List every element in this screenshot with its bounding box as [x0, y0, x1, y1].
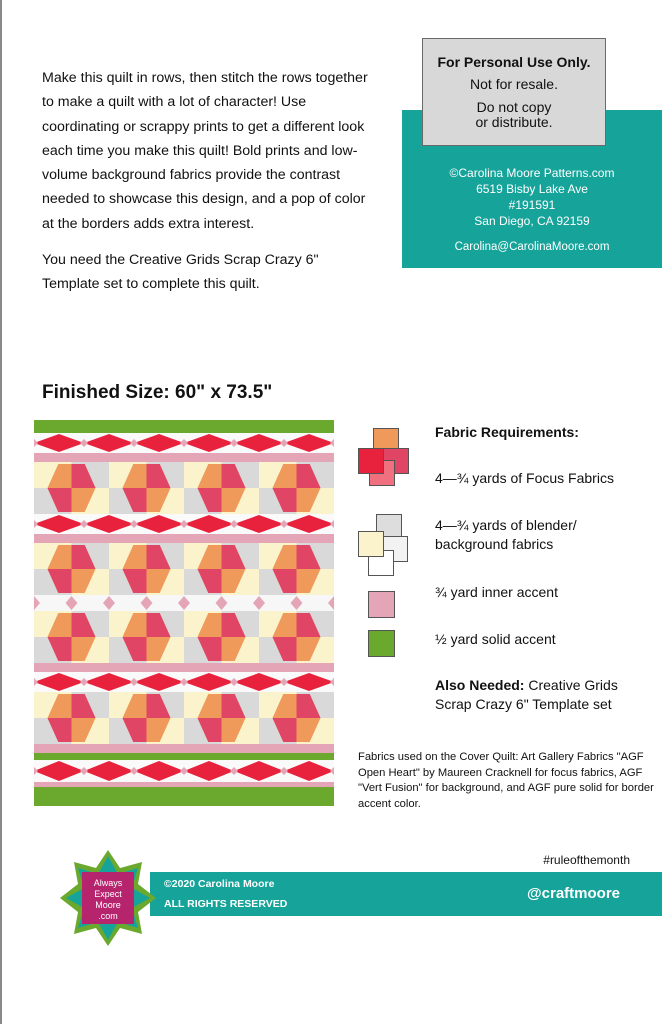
swatch-cream — [358, 531, 384, 557]
quilt-pink-strip — [34, 744, 334, 753]
copyright: ©2020 Carolina Moore — [164, 878, 275, 890]
quilt-green-border — [34, 753, 334, 760]
footer-bar — [150, 872, 662, 916]
personal-use-notice — [422, 38, 606, 146]
req-inner-accent: ¾ yard inner accent — [435, 584, 558, 600]
req-solid-accent: ½ yard solid accent — [435, 631, 556, 647]
notice-title: For Personal Use Only. — [437, 54, 591, 70]
notice-line-resale: Not for resale. — [470, 76, 558, 92]
unit-number: #191591 — [508, 198, 556, 212]
quilt-pink-strip — [34, 663, 334, 672]
social-handle[interactable]: @craftmoore — [527, 885, 620, 902]
swatch-red — [358, 448, 384, 474]
company-name: ©Carolina Moore Patterns.com — [449, 166, 615, 180]
notice-line-distribute: or distribute. — [475, 114, 553, 130]
also-needed — [435, 676, 655, 714]
swatch-solid-accent — [368, 630, 395, 657]
hashtag[interactable]: #ruleofthemonth — [543, 853, 630, 867]
quilt-pink-strip — [34, 453, 334, 462]
quilt-pink-strip — [34, 534, 334, 543]
swatch-inner-accent — [368, 591, 395, 618]
fabrics-used-note: Fabrics used on the Cover Quilt: Art Gallery Fabrics "AGF Open Heart" by Maureen Cracknell for focus fabrics, AGF "Vert Fusion" for background, and AGF pure solid for border accent color. — [358, 751, 654, 810]
quilt-pink-strip — [34, 782, 334, 787]
email-link[interactable]: Carolina@CarolinaMoore.com — [454, 241, 610, 253]
req-background-fabrics: 4—¾ yards of blender/ background fabrics — [435, 517, 577, 552]
page-border — [0, 0, 2, 1024]
requirements-title: Fabric Requirements: — [435, 424, 579, 440]
quilt-green-border — [34, 787, 334, 806]
rights-reserved: ALL RIGHTS RESERVED — [164, 898, 288, 910]
intro-paragraph-1: Make this quilt in rows, then stitch the rows together to make a quilt with a lot of character! Use coordinating or scrappy prints to get a different look each time you make this quilt! Bold prints and low-volume background fabrics provide the contrast needed to showcase this design, and a pop of color at the borders adds extra interest. — [42, 70, 368, 232]
always-expect-moore-logo — [58, 848, 158, 948]
intro-text — [42, 66, 372, 309]
logo-line-2: Expect — [94, 889, 122, 899]
req-focus-fabrics: 4—¾ yards of Focus Fabrics — [435, 470, 614, 486]
logo-line-3: Moore — [95, 900, 121, 910]
notice-line-copy: Do not copy — [476, 99, 552, 115]
intro-paragraph-2: You need the Creative Grids Scrap Crazy 6" Template set to complete this quilt. — [42, 252, 319, 293]
address-block — [402, 165, 662, 255]
also-needed-text: Creative Grids Scrap Crazy 6" Template set — [435, 677, 618, 712]
logo-line-4: .com — [98, 911, 118, 921]
finished-size-heading: Finished Size: 60" x 73.5" — [42, 382, 273, 403]
logo-line-1: Always — [93, 878, 123, 888]
also-needed-label: Also Needed: — [435, 677, 525, 693]
city-state-zip: San Diego, CA 92159 — [474, 214, 590, 228]
quilt-green-border — [34, 420, 334, 433]
street-address: 6519 Bisby Lake Ave — [476, 182, 588, 196]
quilt-illustration — [34, 420, 334, 806]
